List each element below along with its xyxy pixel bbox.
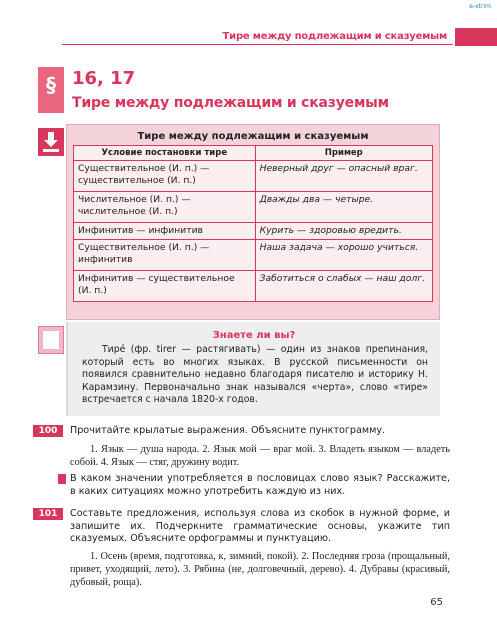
did-you-know-title: Знаете ли вы? [212,330,296,341]
example-cell: Наша задача — хорошо учиться. [255,240,432,271]
page-number: 65 [430,597,443,608]
condition-cell: Инфинитив — существительное (И. п.) [74,271,256,302]
condition-cell: Инфинитив — инфинитив [74,223,256,240]
table-row [74,271,433,302]
rules-table [73,145,433,302]
example-cell: Дважды два — четыре. [255,192,432,223]
question-marker [58,474,66,484]
column-header-example: Пример [255,146,432,161]
header-accent-strip [455,28,497,46]
exercise-task: Прочитайте крылатые выражения. Объясните пунктограмму. [70,425,386,436]
download-table-icon [38,128,64,156]
exercise-task: Составьте предложения, используя слова из скобок в нужной форме, и запишите их. Подчеркните грамматические основы, укажите тип сказуемых. Объясните орфограммы и пунктуацию. [70,508,450,544]
example-cell: Курить — здоровью вредить. [255,223,432,240]
info-note-icon [38,326,64,354]
example-cell: Неверный друг — опасный враг. [255,161,432,192]
section-title: Тире между подлежащим и сказуемым [72,95,389,111]
exercise-body: 1. Язык — душа народа. 2. Язык мой — враг мой. 3. Владеть языком — владеть собой. 4. Язык — стяг, дружину водит. [70,444,450,468]
section-number: 16, 17 [72,68,136,89]
condition-cell: Существительное (И. п.) — инфинитив [74,240,256,271]
column-header-condition: Условие постановки тире [74,146,256,161]
condition-cell: Числительное (И. п.) — числительное (И. п.) [74,192,256,223]
example-cell: Заботиться о слабых — наш долг. [255,271,432,302]
table-row [74,161,433,192]
exercise-question: В каком значении употребляется в пословицах слово язык? Расскажите, в каких ситуациях можно употребить каждую из них. [70,473,450,497]
did-you-know-text: Тирé (фр. tirer — растягивать) — один из знаков препинания, который есть во многих языках. В русской письменности он появился сравнительно недавно благодаря писателю и историку Н. Карамзину. Первоначально знак назывался «черта», слово «тире» встречается с начала 1820-х годов. [82,344,428,406]
did-you-know-panel [66,322,440,416]
table-row [74,223,433,240]
rules-table-panel [66,124,440,320]
running-title: Тире между подлежащим и сказуемым [222,31,447,42]
header-divider [62,44,453,45]
exercise-body: 1. Осень (время, подготовка, к, зимний, покой). 2. Последняя гроза (прощальный, привет, уходящий, лето). 3. Рябина (не, долговечный, дерево). 4. Дубравы (красивый, дубовый, роща). [70,551,450,588]
exercise-number: 101 [33,508,63,520]
condition-cell: Существительное (И. п.) — существительное (И. п.) [74,161,256,192]
exercise-number: 100 [33,425,63,437]
table-header-row [74,146,433,161]
rules-table-title: Тире между подлежащим и сказуемым [137,131,369,142]
publisher-logo: e-xtrim [469,3,491,10]
section-symbol: § [38,67,64,113]
table-row [74,192,433,223]
table-row [74,240,433,271]
